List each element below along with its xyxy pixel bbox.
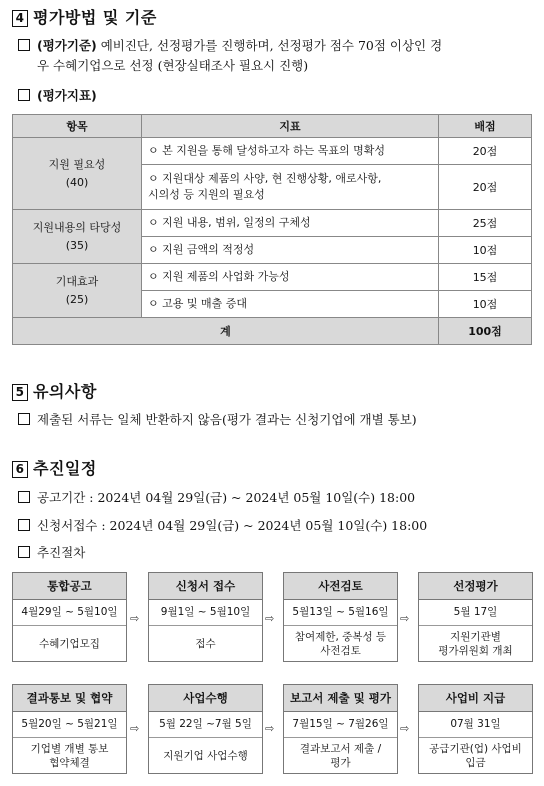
- bullet-text-cont: 우 수혜기업으로 선정 (현장실태조사 필요시 진행): [37, 58, 309, 73]
- step-task: 수혜기업모집: [39, 638, 100, 650]
- table-header-row: [13, 115, 532, 138]
- table-row: [13, 138, 532, 165]
- category-points: (25): [65, 292, 89, 306]
- bullet-eval-criteria: [18, 36, 442, 76]
- indicator-cell: ㅇ 지원 내용, 범위, 일정의 구체성: [142, 210, 439, 237]
- procedure-step: [148, 684, 263, 774]
- section-number: 6: [12, 461, 28, 478]
- step-date: 5월20일 ~ 5월21일: [13, 712, 126, 738]
- indicator-cell: ㅇ 지원대상 제품의 사양, 현 진행상황, 애로사항, 시의성 등 지원의 필요성: [142, 165, 439, 210]
- section-number: 5: [12, 384, 28, 401]
- bullet-label: (평가지표): [37, 88, 97, 103]
- bullet-label: (평가기준): [37, 38, 97, 53]
- step-task: 지원기업 사업수행: [163, 750, 248, 762]
- indicator-cell: ㅇ 지원 제품의 사업화 가능성: [142, 264, 439, 291]
- score-cell: 20점: [439, 165, 532, 210]
- section-4-title: [12, 5, 157, 28]
- category-name: 지원내용의 타당성: [32, 220, 122, 234]
- step-task: 지원기관별 평가위원회 개최: [438, 631, 513, 657]
- category-name: 지원 필요성: [48, 157, 106, 171]
- step-date: 5월 22일 ~7월 5일: [149, 712, 262, 738]
- category-cell: [13, 138, 142, 210]
- step-task: 공급기관(업) 사업비 입금: [429, 743, 522, 769]
- right-arrow-icon: ⇨: [130, 722, 140, 735]
- category-points: (40): [65, 175, 89, 189]
- col-header-category: 항목: [13, 115, 142, 138]
- category-cell: [13, 210, 142, 264]
- right-arrow-icon: ⇨: [265, 612, 275, 625]
- bullet-eval-indicators: [18, 86, 97, 106]
- section-title-text: 추진일정: [33, 459, 97, 478]
- bullet-procedure: [18, 543, 85, 563]
- section-title-text: 평가방법 및 기준: [33, 8, 157, 27]
- bullet-text: 공고기간 : 2024년 04월 29일(금) ~ 2024년 05월 10일(수) 18:00: [37, 490, 416, 505]
- score-cell: 10점: [439, 237, 532, 264]
- score-cell: 20점: [439, 138, 532, 165]
- bullet-text: 예비진단, 선정평가를 진행하며, 선정평가 점수 70점 이상인 경: [96, 38, 443, 53]
- procedure-step: [12, 572, 127, 662]
- right-arrow-icon: ⇨: [400, 722, 410, 735]
- col-header-indicator: 지표: [142, 115, 439, 138]
- section-title-text: 유의사항: [33, 382, 97, 401]
- checkbox-square-icon: [18, 413, 30, 425]
- bullet-application-period: [18, 516, 427, 536]
- procedure-step: [148, 572, 263, 662]
- step-date: 7월15일 ~ 7월26일: [284, 712, 397, 738]
- section-number: 4: [12, 10, 28, 27]
- step-task: 결과보고서 제출 / 평가: [299, 743, 382, 769]
- score-cell: 10점: [439, 291, 532, 318]
- procedure-step: [283, 572, 398, 662]
- step-date: 4월29일 ~ 5월10일: [13, 600, 126, 626]
- section-5-title: [12, 379, 97, 402]
- indicator-cell: ㅇ 본 지원을 통해 달성하고자 하는 목표의 명확성: [142, 138, 439, 165]
- step-title: 통합공고: [13, 573, 126, 600]
- checkbox-square-icon: [18, 546, 30, 558]
- indicator-cell: ㅇ 지원 금액의 적정성: [142, 237, 439, 264]
- right-arrow-icon: ⇨: [265, 722, 275, 735]
- total-label: 계: [13, 318, 439, 345]
- table-row: [13, 264, 532, 291]
- right-arrow-icon: ⇨: [130, 612, 140, 625]
- step-date: 5월 17일: [419, 600, 532, 626]
- score-cell: 15점: [439, 264, 532, 291]
- procedure-step: [283, 684, 398, 774]
- bullet-notice: [18, 410, 417, 430]
- bullet-text: 제출된 서류는 일체 반환하지 않음(평가 결과는 신청기업에 개별 통보): [37, 412, 417, 427]
- category-points: (35): [65, 238, 89, 252]
- step-title: 보고서 제출 및 평가: [284, 685, 397, 712]
- step-date: 07월 31일: [419, 712, 532, 738]
- table-total-row: [13, 318, 532, 345]
- step-title: 선정평가: [419, 573, 532, 600]
- step-date: 9월1일 ~ 5월10일: [149, 600, 262, 626]
- step-date: 5월13일 ~ 5월16일: [284, 600, 397, 626]
- col-header-score: 배점: [439, 115, 532, 138]
- category-name: 기대효과: [55, 274, 99, 288]
- checkbox-square-icon: [18, 491, 30, 503]
- step-task: 접수: [195, 638, 216, 650]
- category-cell: [13, 264, 142, 318]
- score-cell: 25점: [439, 210, 532, 237]
- table-row: [13, 210, 532, 237]
- bullet-text: 추진절차: [37, 545, 86, 560]
- checkbox-square-icon: [18, 519, 30, 531]
- step-title: 결과통보 및 협약: [13, 685, 126, 712]
- checkbox-square-icon: [18, 39, 30, 51]
- bullet-text: 신청서접수 : 2024년 04월 29일(금) ~ 2024년 05월 10일(수) 18:00: [37, 518, 428, 533]
- procedure-step: [12, 684, 127, 774]
- evaluation-table: [12, 114, 532, 345]
- section-6-title: [12, 456, 97, 479]
- right-arrow-icon: ⇨: [400, 612, 410, 625]
- step-title: 사업수행: [149, 685, 262, 712]
- total-score: 100점: [439, 318, 532, 345]
- procedure-step: [418, 684, 533, 774]
- step-title: 신청서 접수: [149, 573, 262, 600]
- bullet-announcement-period: [18, 488, 415, 508]
- indicator-cell: ㅇ 고용 및 매출 증대: [142, 291, 439, 318]
- checkbox-square-icon: [18, 89, 30, 101]
- step-title: 사전검토: [284, 573, 397, 600]
- step-task: 참여제한, 중복성 등 사전검토: [294, 631, 387, 657]
- step-title: 사업비 지급: [419, 685, 532, 712]
- step-task: 기업별 개별 통보 협약체결: [30, 743, 109, 769]
- procedure-step: [418, 572, 533, 662]
